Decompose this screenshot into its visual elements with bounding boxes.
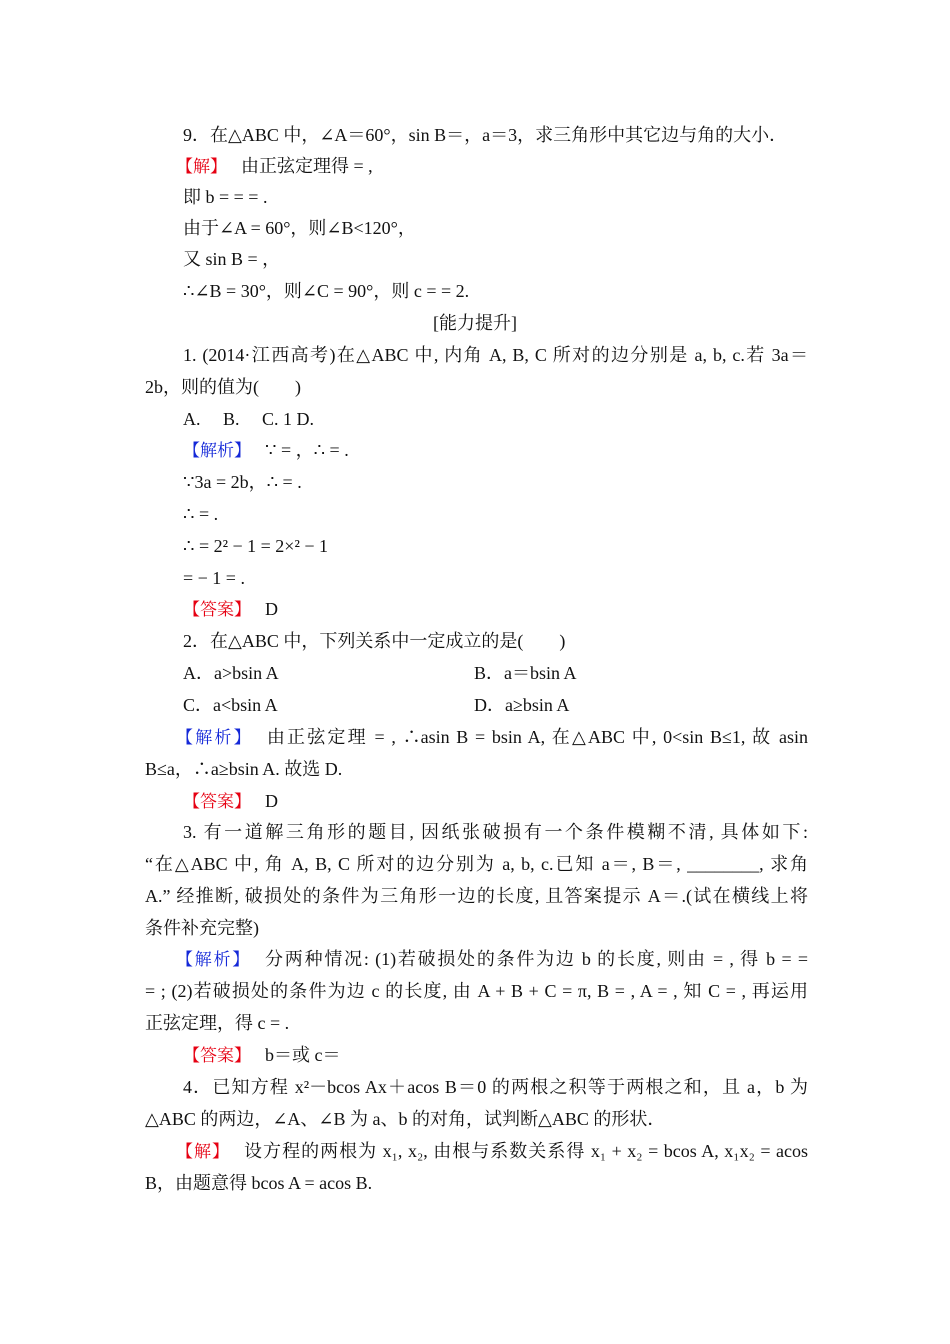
text-line (145, 1010, 808, 1036)
line-text: 条件补充完整) (145, 918, 259, 938)
line-text: A．a>bsin A (183, 663, 279, 683)
answer-label: 【答案】 (183, 1046, 251, 1066)
line-text: 1. (2014·江西高考)在△ABC 中, 内角 A, B, C 所对的边分别是 a, b, c.若 3a＝ (183, 345, 808, 365)
text-line (183, 788, 808, 814)
text-line (145, 756, 808, 782)
text-line (183, 533, 808, 559)
line-text: B≤a，∴a≥bsin A. 故选 D. (145, 759, 343, 779)
line-text: 正弦定理，得 c = . (145, 1013, 290, 1033)
text-line (183, 628, 808, 654)
text-line (176, 946, 808, 972)
line-text: A.” 经推断, 破损处的条件为三角形一边的长度, 且答案提示 A＝.(试在横线上将 (145, 886, 808, 906)
text-line (183, 215, 808, 241)
line-text: ∴∠B = 30°，则∠C = 90°，则 c = = 2. (183, 281, 470, 301)
text-line (183, 565, 808, 591)
text-line (183, 342, 808, 368)
line-text: A. B. C. 1 D. (183, 409, 315, 429)
analysis-label: 【解析】 (176, 950, 252, 970)
line-text: = − 1 = . (183, 568, 245, 588)
line-text: 由正弦定理 = , ∴asin B = bsin A, 在△ABC 中, 0<sin B≤1, 故 asin (266, 727, 808, 747)
text-line (183, 122, 808, 148)
line-text: 2．在△ABC 中，下列关系中一定成立的是( ) (183, 631, 566, 651)
text-line (176, 1138, 808, 1164)
line-text: D (265, 791, 278, 811)
text-line (145, 1170, 808, 1196)
line-text: “在△ABC 中, 角 A, B, C 所对的边分别为 a, b, c.已知 a＝, B＝, ________, 求角 (145, 854, 808, 874)
text-line (183, 501, 808, 527)
line-text: b＝或 c＝ (265, 1045, 341, 1065)
text-line (183, 437, 808, 463)
line-text: 分两种情况: (1)若破损处的条件为边 b 的长度, 则由 = , 得 b = = (265, 949, 808, 969)
analysis-label: 【解析】 (183, 441, 251, 461)
line-text: 3. 有一道解三角形的题目, 因纸张破损有一个条件模糊不清, 具体如下: (183, 822, 808, 842)
text-line (176, 724, 808, 750)
line-text: D (265, 599, 278, 619)
text-line (145, 883, 808, 909)
answer-label: 【解】 (176, 157, 227, 177)
text-line (145, 915, 808, 941)
line-text: 又 sin B = ， (183, 249, 281, 269)
text-line (183, 596, 808, 622)
line-text: [能力提升] (433, 313, 517, 333)
text-line (183, 819, 808, 845)
line-text: ∴ = . (183, 504, 219, 524)
line-text: 由正弦定理得 = , (241, 156, 373, 176)
text-line (183, 1074, 808, 1100)
line-text: 2b，则的值为( ) (145, 377, 301, 397)
line-text: = ; (2)若破损处的条件为边 c 的长度, 由 A + B + C = π, B = , A = , 知 C = , 再运用 (145, 981, 808, 1001)
line-text: 9．在△ABC 中，∠A＝60°，sin B＝，a＝3，求三角形中其它边与角的大小． (183, 125, 788, 145)
line-text: ∵3a = 2b，∴ = . (183, 472, 302, 492)
text-line (145, 1106, 808, 1132)
text-line (0, 310, 950, 336)
text-line (145, 851, 808, 877)
text-line (183, 246, 808, 272)
answer-label: 【答案】 (183, 600, 251, 620)
line-text: ∴ = 2² − 1 = 2×² − 1 (183, 536, 329, 556)
option-text: B．a＝bsin A (474, 663, 577, 683)
text-line (145, 374, 808, 400)
text-line (183, 692, 808, 718)
text-line (145, 978, 808, 1004)
line-text: 由于∠A = 60°，则∠B<120°， (183, 218, 416, 238)
text-line (183, 1042, 808, 1068)
text-line (183, 660, 808, 686)
text-line (176, 153, 808, 179)
answer-label: 【解】 (176, 1142, 231, 1162)
text-line (183, 406, 808, 432)
answer-label: 【答案】 (183, 792, 251, 812)
line-text: 即 b = = = . (183, 187, 268, 207)
line-text: ∵ = ，∴ = . (265, 440, 349, 460)
line-text: C．a<bsin A (183, 695, 278, 715)
line-text: B，由题意得 bcos A = acos B. (145, 1173, 373, 1193)
text-line (183, 469, 808, 495)
line-text: 4．已知方程 x²－bcos Ax＋acos B＝0 的两根之积等于两根之和，且 a，b 为 (183, 1077, 808, 1097)
text-line (183, 184, 808, 210)
analysis-label: 【解析】 (176, 728, 253, 748)
line-text: △ABC 的两边，∠A、∠B 为 a、b 的对角，试判断△ABC 的形状． (145, 1109, 666, 1129)
line-text: 设方程的两根为 x₁, x₂, 由根与系数关系得 x₁ + x₂ = bcos A, x₁x₂ = acos (244, 1141, 808, 1161)
option-text: D．a≥bsin A (474, 695, 570, 715)
text-line (183, 278, 808, 304)
